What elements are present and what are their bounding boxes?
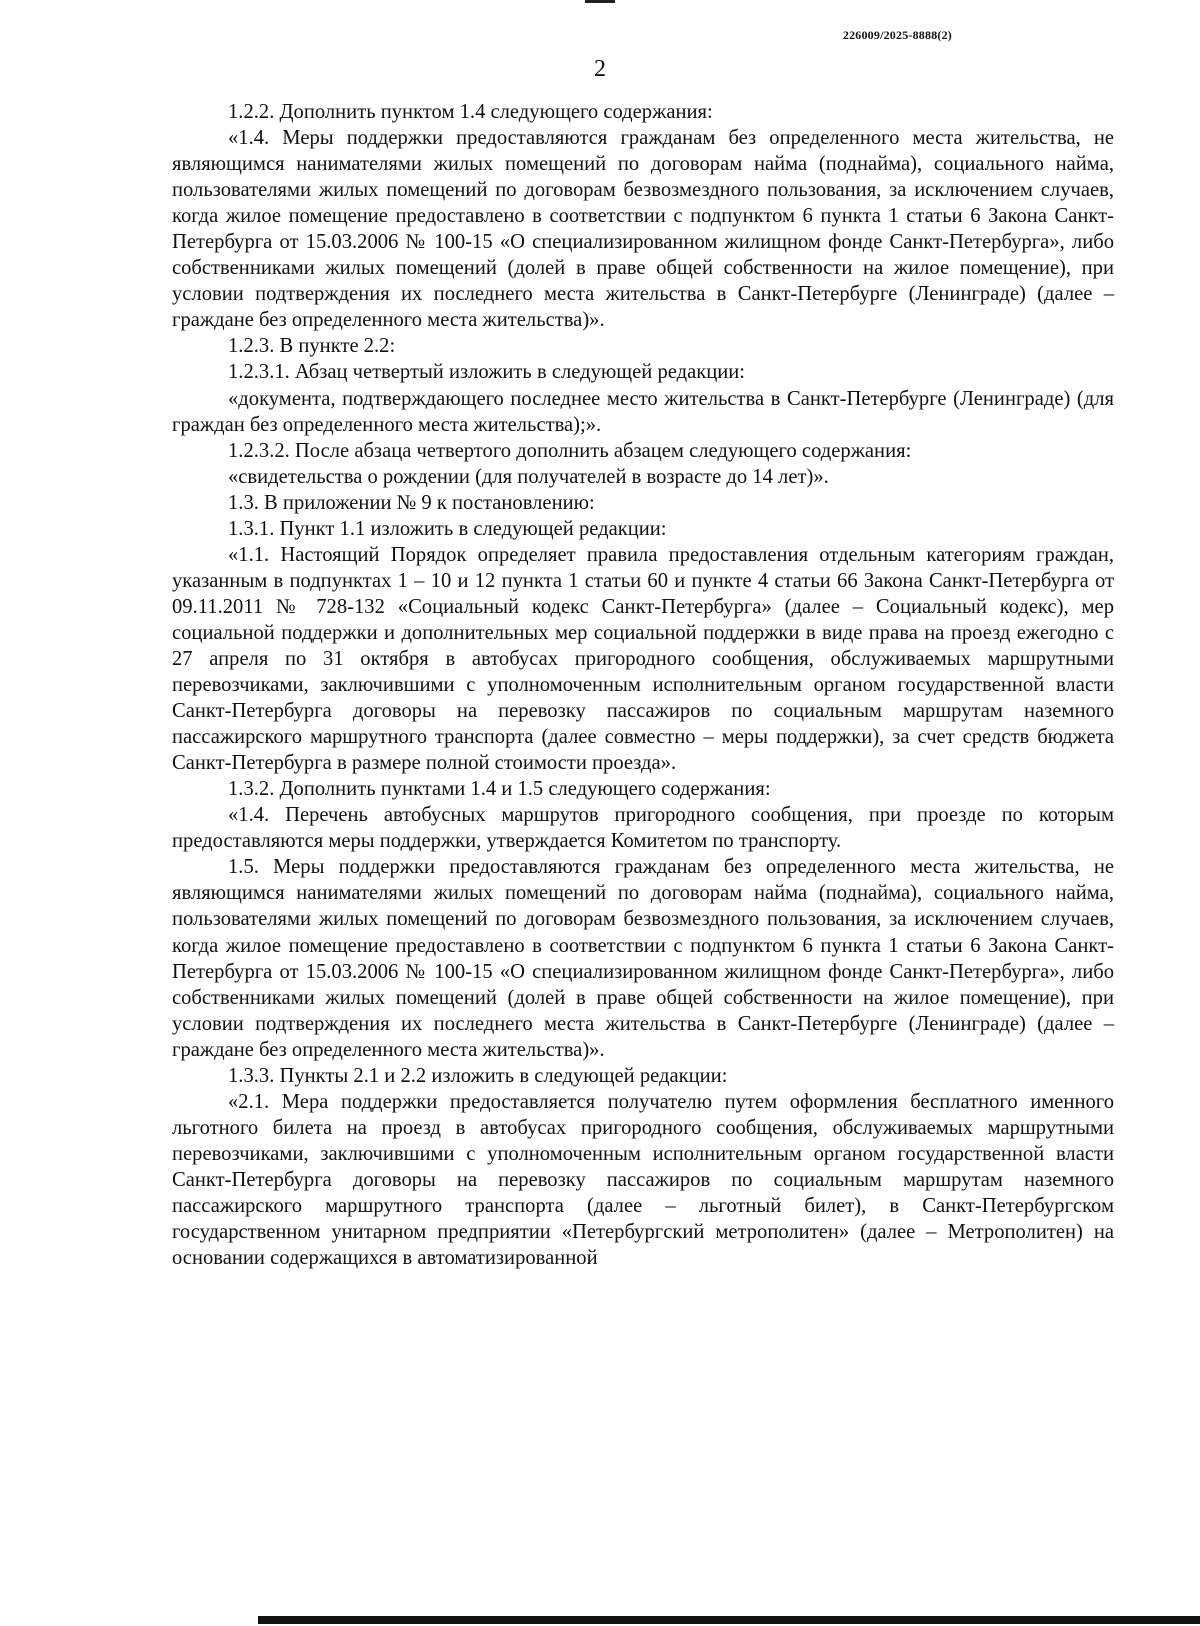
paragraph-1-2-3-1: 1.2.3.1. Абзац четвертый изложить в следующей редакции: bbox=[228, 361, 746, 384]
paragraph-1-3-3: 1.3.3. Пункты 2.1 и 2.2 изложить в следующей редакции: bbox=[228, 1064, 728, 1087]
scan-mark-top bbox=[585, 0, 615, 3]
document-body bbox=[172, 99, 1114, 1271]
page-number: 2 bbox=[594, 56, 606, 82]
paragraph-quote-document: «документа, подтверждающего последнее место жительства в Санкт-Петербурге (Ленинграде) (для граждан без определенного места жительства);». bbox=[172, 387, 1114, 436]
paragraph-1-2-3: 1.2.3. В пункте 2.2: bbox=[228, 335, 396, 358]
paragraph-1-3: 1.3. В приложении № 9 к постановлению: bbox=[228, 491, 595, 514]
paragraph-quote-birth-certificate: «свидетельства о рождении (для получателей в возрасте до 14 лет)». bbox=[228, 465, 829, 488]
paragraph-1-3-1: 1.3.1. Пункт 1.1 изложить в следующей редакции: bbox=[228, 517, 667, 540]
paragraph-quote-2-1: «2.1. Мера поддержки предоставляется получателю путем оформления бесплатного именного льготного билета на проезд в автобусах пригородного сообщения, обслуживаемых маршрутными перевозчиками, заключившими с уполномоченным исполнительным органом государственной власти Санкт-Петербурга договоры на перевозку пассажиров по социальным маршрутам наземного пассажирского маршрутного транспорта (далее – льготный билет), в Санкт-Петербургском государственном унитарном предприятии «Петербургский метрополитен» (далее – Метрополитен) на основании содержащихся в автоматизированной bbox=[172, 1090, 1114, 1270]
paragraph-1-2-3-2: 1.2.3.2. После абзаца четвертого дополнить абзацем следующего содержания: bbox=[228, 439, 912, 462]
paragraph-quote-1-4-routes: «1.4. Перечень автобусных маршрутов пригородного сообщения, при проезде по которым предоставляются меры поддержки, утверждается Комитетом по транспорту. bbox=[172, 804, 1114, 853]
document-registration-number: 226009/2025-8888(2) bbox=[842, 28, 952, 42]
paragraph-quote-1-1: «1.1. Настоящий Порядок определяет правила предоставления отдельным категориям граждан, указанным в подпунктах 1 – 10 и 12 пункта 1 статьи 60 и пункте 4 статьи 66 Закона Санкт-Петербурга от 09.11.2011 № 728-132 «Социальный кодекс Санкт-Петербурга» (далее – Социальный кодекс), мер социальной поддержки и дополнительных мер социальной поддержки в виде права на проезд ежегодно с 27 апреля по 31 октября в автобусах пригородного сообщения, обслуживаемых маршрутными перевозчиками, заключившими с уполномоченным исполнительным органом государственной власти Санкт-Петербурга договоры на перевозку пассажиров по социальным маршрутам наземного пассажирского маршрутного транспорта (далее совместно – меры поддержки), за счет средств бюджета Санкт-Петербурга в размере полной стоимости проезда». bbox=[172, 543, 1114, 775]
paragraph-1-2-2: 1.2.2. Дополнить пунктом 1.4 следующего содержания: bbox=[228, 101, 713, 123]
paragraph-1-5: 1.5. Меры поддержки предоставляются гражданам без определенного места жительства, не являющимся нанимателями жилых помещений по договорам найма (поднайма), социального найма, пользователями жилых помещений по договорам безвозмездного пользования, за исключением случаев, когда жилое помещение предоставлено в соответствии с подпунктом 6 пункта 1 статьи 6 Закона Санкт-Петербурга от 15.03.2006 № 100-15 «О специализированном жилищном фонде Санкт-Петербурга», либо собственниками жилых помещений (долей в праве общей собственности на жилое помещение), при условии подтверждения их последнего места жительства в Санкт-Петербурге (Ленинграде) (далее – граждане без определенного места жительства)». bbox=[172, 856, 1114, 1061]
paragraph-1-3-2: 1.3.2. Дополнить пунктами 1.4 и 1.5 следующего содержания: bbox=[228, 778, 771, 801]
paragraph-quote-1-4: «1.4. Меры поддержки предоставляются гражданам без определенного места жительства, не являющимся нанимателями жилых помещений по договорам найма (поднайма), социального найма, пользователями жилых помещений по договорам безвозмездного пользования, за исключением случаев, когда жилое помещение предоставлено в соответствии с подпунктом 6 пункта 1 статьи 6 Закона Санкт-Петербурга от 15.03.2006 № 100-15 «О специализированном жилищном фонде Санкт-Петербурга», либо собственниками жилых помещений (долей в праве общей собственности на жилое помещение), при условии подтверждения их последнего места жительства в Санкт-Петербурге (Ленинграде) (далее – граждане без определенного места жительства)». bbox=[172, 127, 1114, 332]
scan-mark-bottom bbox=[258, 1616, 1200, 1624]
